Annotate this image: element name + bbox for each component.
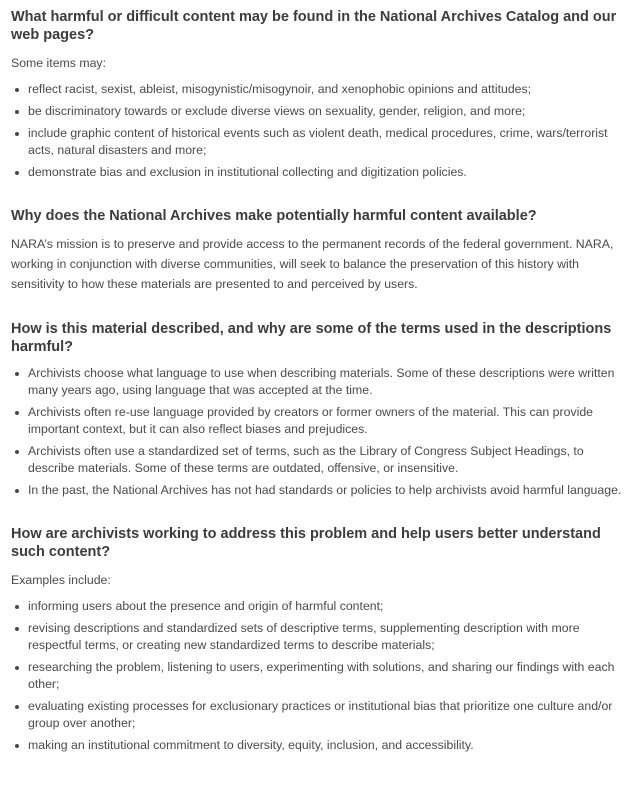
bullet-icon (15, 372, 19, 376)
list-item-text: Archivists often use a standardized set of terms, such as the Library of Congress Subject Headings, to describe materials. Some of these terms are outdated, offensive, or insensitive. (28, 444, 584, 475)
list-item (11, 659, 622, 693)
list-item (11, 698, 622, 732)
list-item-text: be discriminatory towards or exclude diverse views on sexuality, gender, religion, and more; (28, 104, 526, 118)
bullet-icon (15, 605, 19, 609)
section-harmful-content (11, 8, 622, 181)
bullet-icon (15, 411, 19, 415)
list-item-text: include graphic content of historical events such as violent death, medical procedures, crime, wars/terrorist acts, natural disasters and more; (28, 126, 608, 157)
section-why-available (11, 207, 622, 294)
list-item-text: researching the problem, listening to users, experimenting with solutions, and sharing our findings with each other; (28, 660, 615, 691)
list-item (11, 737, 622, 754)
section-intro: Examples include: (11, 573, 111, 587)
list-item-text: In the past, the National Archives has not had standards or policies to help archivists avoid harmful language. (28, 483, 622, 497)
list-item-text: demonstrate bias and exclusion in institutional collecting and digitization policies. (28, 165, 467, 179)
bullet-list (11, 365, 622, 499)
bullet-icon (15, 132, 19, 136)
list-item (11, 103, 622, 120)
list-item-text: reflect racist, sexist, ableist, misogynistic/misogynoir, and xenophobic opinions and attitudes; (28, 82, 532, 96)
bullet-icon (15, 110, 19, 114)
section-heading: How is this material described, and why are some of the terms used in the descriptions harmful? (11, 321, 612, 355)
bullet-icon (15, 666, 19, 670)
list-item (11, 404, 622, 438)
bullet-icon (15, 489, 19, 493)
section-heading: How are archivists working to address this problem and help users better understand such content? (11, 526, 601, 560)
list-item-text: Archivists choose what language to use when describing materials. Some of these descriptions were written many years ago, using language that was accepted at the time. (28, 366, 615, 397)
section-body: NARA’s mission is to preserve and provide access to the permanent records of the federal government. NARA, working in conjunction with diverse communities, will seek to balance the preservation of this history with sensitivity to how these materials are presented to and perceived by users. (11, 237, 614, 291)
bullet-icon (15, 88, 19, 92)
bullet-list (11, 81, 622, 181)
section-heading: Why does the National Archives make potentially harmful content available? (11, 208, 537, 224)
list-item-text: making an institutional commitment to diversity, equity, inclusion, and accessibility. (28, 738, 474, 752)
list-item (11, 365, 622, 399)
list-item (11, 598, 622, 615)
list-item (11, 164, 622, 181)
list-item-text: Archivists often re-use language provided by creators or former owners of the material. This can provide important context, but it can also reflect biases and prejudices. (28, 405, 594, 436)
bullet-icon (15, 627, 19, 631)
list-item (11, 620, 622, 654)
list-item (11, 443, 622, 477)
list-item (11, 125, 622, 159)
bullet-icon (15, 744, 19, 748)
bullet-icon (15, 171, 19, 175)
section-addressing-problem (11, 525, 622, 754)
bullet-icon (15, 705, 19, 709)
list-item-text: informing users about the presence and origin of harmful content; (28, 599, 384, 613)
list-item (11, 81, 622, 98)
section-intro: Some items may: (11, 56, 106, 70)
list-item-text: evaluating existing processes for exclusionary practices or institutional bias that prioritize one culture and/or group over another; (28, 699, 613, 730)
section-how-described (11, 320, 622, 499)
bullet-list (11, 598, 622, 754)
bullet-icon (15, 450, 19, 454)
list-item-text: revising descriptions and standardized sets of descriptive terms, supplementing description with more respectful terms, or creating new standardized terms to describe materials; (28, 621, 580, 652)
list-item (11, 482, 622, 499)
section-heading: What harmful or difficult content may be found in the National Archives Catalog and our web pages? (11, 9, 617, 43)
